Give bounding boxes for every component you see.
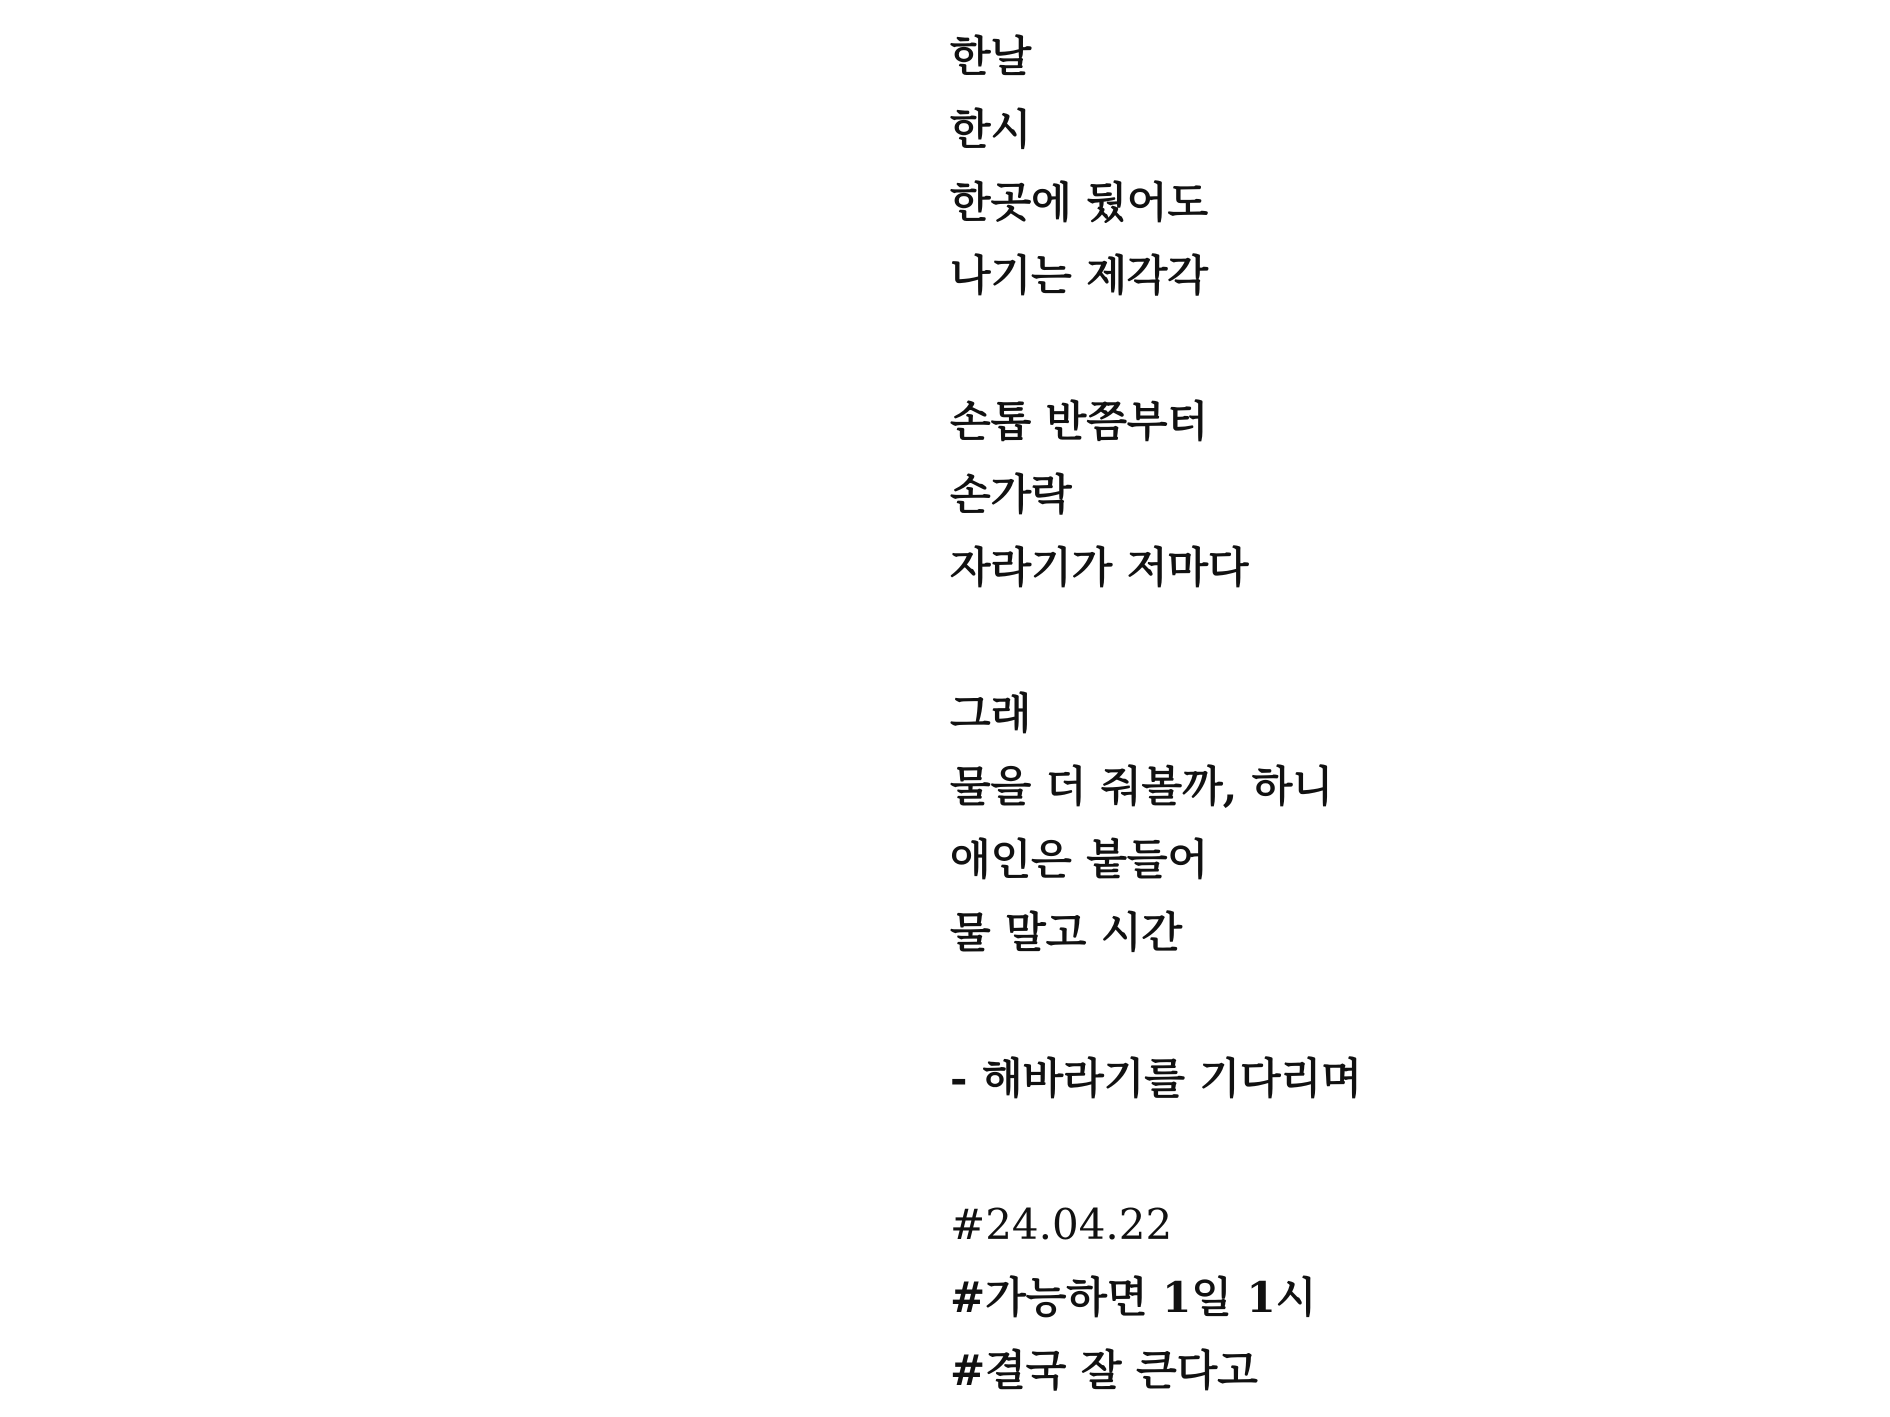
stanza-gap xyxy=(950,312,1850,385)
poem-line: 물을 더 줘볼까, 하니 xyxy=(950,762,1334,811)
hashtag: #결국 잘 큰다고 xyxy=(950,1346,1258,1395)
hashtag: #24.04.22 xyxy=(950,1200,1173,1249)
poem-line: 나기는 제각각 xyxy=(950,251,1209,300)
stanza-1 xyxy=(950,20,1850,312)
poem-text xyxy=(950,20,1850,1407)
stanza-2 xyxy=(950,385,1850,604)
stanza-gap xyxy=(950,1115,1850,1188)
poem-line: 애인은 붙들어 xyxy=(950,835,1209,884)
poem-line: 그래 xyxy=(950,689,1032,738)
poem-line: 한곳에 뒀어도 xyxy=(950,178,1209,227)
stanza-3 xyxy=(950,677,1850,969)
hashtag: #가능하면 1일 1시 xyxy=(950,1273,1317,1322)
poem-line: 한날 xyxy=(950,32,1032,81)
poem-line: 한시 xyxy=(950,105,1032,154)
hashtag-list xyxy=(950,1188,1850,1407)
poem-line: 손톱 반쯤부터 xyxy=(950,397,1209,446)
stanza-gap xyxy=(950,969,1850,1042)
poem-signature: - 해바라기를 기다리며 xyxy=(950,1054,1362,1103)
poem-line: 손가락 xyxy=(950,470,1072,519)
poem-line: 자라기가 저마다 xyxy=(950,543,1249,592)
poem-line: 물 말고 시간 xyxy=(950,908,1183,957)
stanza-gap xyxy=(950,604,1850,677)
